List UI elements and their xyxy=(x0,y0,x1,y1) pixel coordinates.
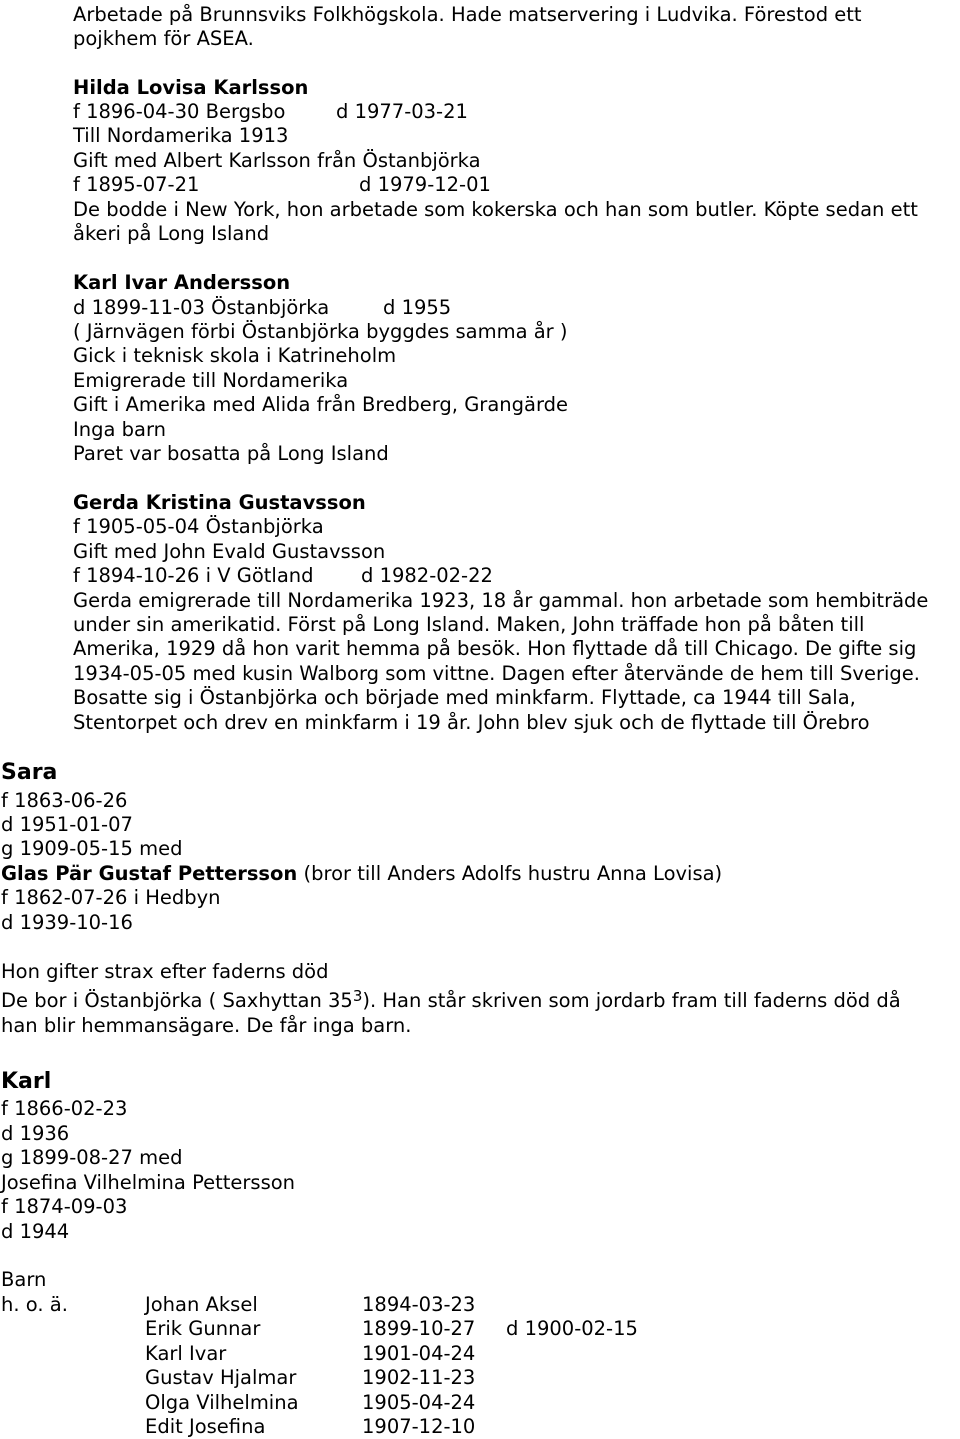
text-line: Amerika, 1929 då hon varit hemma på besök. Hon flyttade då till Chicago. De gifte sig xyxy=(73,637,917,660)
child-name: Olga Vilhelmina xyxy=(145,1391,299,1414)
text-line: d 1955 xyxy=(383,296,452,319)
person-name: Hilda Lovisa Karlsson xyxy=(73,76,309,99)
text-line: Stentorpet och drev en minkfarm i 19 år. John blev sjuk och de flyttade till Örebro xyxy=(73,711,870,734)
text-line: Emigrerade till Nordamerika xyxy=(73,369,349,392)
text-line: d 1944 xyxy=(1,1220,70,1243)
child-name: Karl Ivar xyxy=(145,1342,227,1365)
text-line: d 1979-12-01 xyxy=(359,173,491,196)
text-line: d 1936 xyxy=(1,1122,70,1145)
text-line: Inga barn xyxy=(73,418,166,441)
text-line: De bor i Östanbjörka ( Saxhyttan $35^3$). Han står skriven som jordarb fram till faderns död då xyxy=(1,987,901,1012)
child-name: Johan Aksel xyxy=(145,1293,258,1316)
text-line: g 1899-08-27 med xyxy=(1,1146,183,1169)
section-heading: Sara xyxy=(1,760,58,785)
text-line: Bosatte sig i Östanbjörka och började med minkfarm. Flyttade, ca 1944 till Sala, xyxy=(73,686,856,709)
text-line: d 1899-11-03 Östanbjörka xyxy=(73,296,330,319)
text-line: Josefina Vilhelmina Pettersson xyxy=(1,1171,296,1194)
child-name: Gustav Hjalmar xyxy=(145,1366,297,1389)
text-line: f 1862-07-26 i Hedbyn xyxy=(1,886,221,909)
text-line: Hon gifter strax efter faderns död xyxy=(1,960,329,983)
text-line: pojkhem för ASEA. xyxy=(73,27,254,50)
children-prefix: h. o. ä. xyxy=(1,1293,68,1316)
children-label: Barn xyxy=(1,1268,47,1291)
text-line: f 1905-05-04 Östanbjörka xyxy=(73,515,324,538)
text-line: f 1894-10-26 i V Götland xyxy=(73,564,314,587)
child-birth: 1901-04-24 xyxy=(362,1342,476,1365)
text-line: f 1896-04-30 Bergsbo xyxy=(73,100,286,123)
child-birth: 1907-12-10 xyxy=(362,1415,476,1438)
spouse-line: Glas Pär Gustaf Pettersson (bror till Anders Adolfs hustru Anna Lovisa) xyxy=(1,862,723,885)
child-death: d 1900-02-15 xyxy=(506,1317,638,1340)
footnote-marker: 3 xyxy=(352,987,363,1005)
text-line: Gift med John Evald Gustavsson xyxy=(73,540,386,563)
text-line: åkeri på Long Island xyxy=(73,222,270,245)
child-birth: 1894-03-23 xyxy=(362,1293,476,1316)
text-line: d 1977-03-21 xyxy=(336,100,468,123)
text-line: Gerda emigrerade till Nordamerika 1923, 18 år gammal. hon arbetade som hembiträde xyxy=(73,589,929,612)
child-birth: 1905-04-24 xyxy=(362,1391,476,1414)
text-line: f 1874-09-03 xyxy=(1,1195,128,1218)
text-line: Gift i Amerika med Alida från Bredberg, Grangärde xyxy=(73,393,569,416)
text-line: Paret var bosatta på Long Island xyxy=(73,442,389,465)
person-name: Gerda Kristina Gustavsson xyxy=(73,491,366,514)
person-name: Karl Ivar Andersson xyxy=(73,271,291,294)
text-line: ( Järnvägen förbi Östanbjörka byggdes samma år ) xyxy=(73,320,568,343)
child-name: Edit Josefina xyxy=(145,1415,266,1438)
text-line: Arbetade på Brunnsviks Folkhögskola. Hade matservering i Ludvika. Förestod ett xyxy=(73,3,862,26)
text-line: 1934-05-05 med kusin Walborg som vittne. Dagen efter återvände de hem till Sverige. xyxy=(73,662,920,685)
child-birth: 1902-11-23 xyxy=(362,1366,476,1389)
section-heading: Karl xyxy=(1,1069,52,1094)
text-line: han blir hemmansägare. De får inga barn. xyxy=(1,1014,412,1037)
text-line: f 1895-07-21 xyxy=(73,173,200,196)
child-birth: 1899-10-27 xyxy=(362,1317,476,1340)
text-line: under sin amerikatid. Först på Long Island. Maken, John träffade hon på båten till xyxy=(73,613,865,636)
text-line: g 1909-05-15 med xyxy=(1,837,183,860)
text-line: d 1982-02-22 xyxy=(361,564,493,587)
text-line: Gick i teknisk skola i Katrineholm xyxy=(73,344,397,367)
text-line: De bodde i New York, hon arbetade som kokerska och han som butler. Köpte sedan ett xyxy=(73,198,918,221)
text-line: Till Nordamerika 1913 xyxy=(73,124,289,147)
text-line: d 1951-01-07 xyxy=(1,813,133,836)
text-line: f 1866-02-23 xyxy=(1,1097,128,1120)
text-line: Gift med Albert Karlsson från Östanbjörka xyxy=(73,149,481,172)
text-line: f 1863-06-26 xyxy=(1,789,128,812)
text-line: d 1939-10-16 xyxy=(1,911,133,934)
child-name: Erik Gunnar xyxy=(145,1317,261,1340)
